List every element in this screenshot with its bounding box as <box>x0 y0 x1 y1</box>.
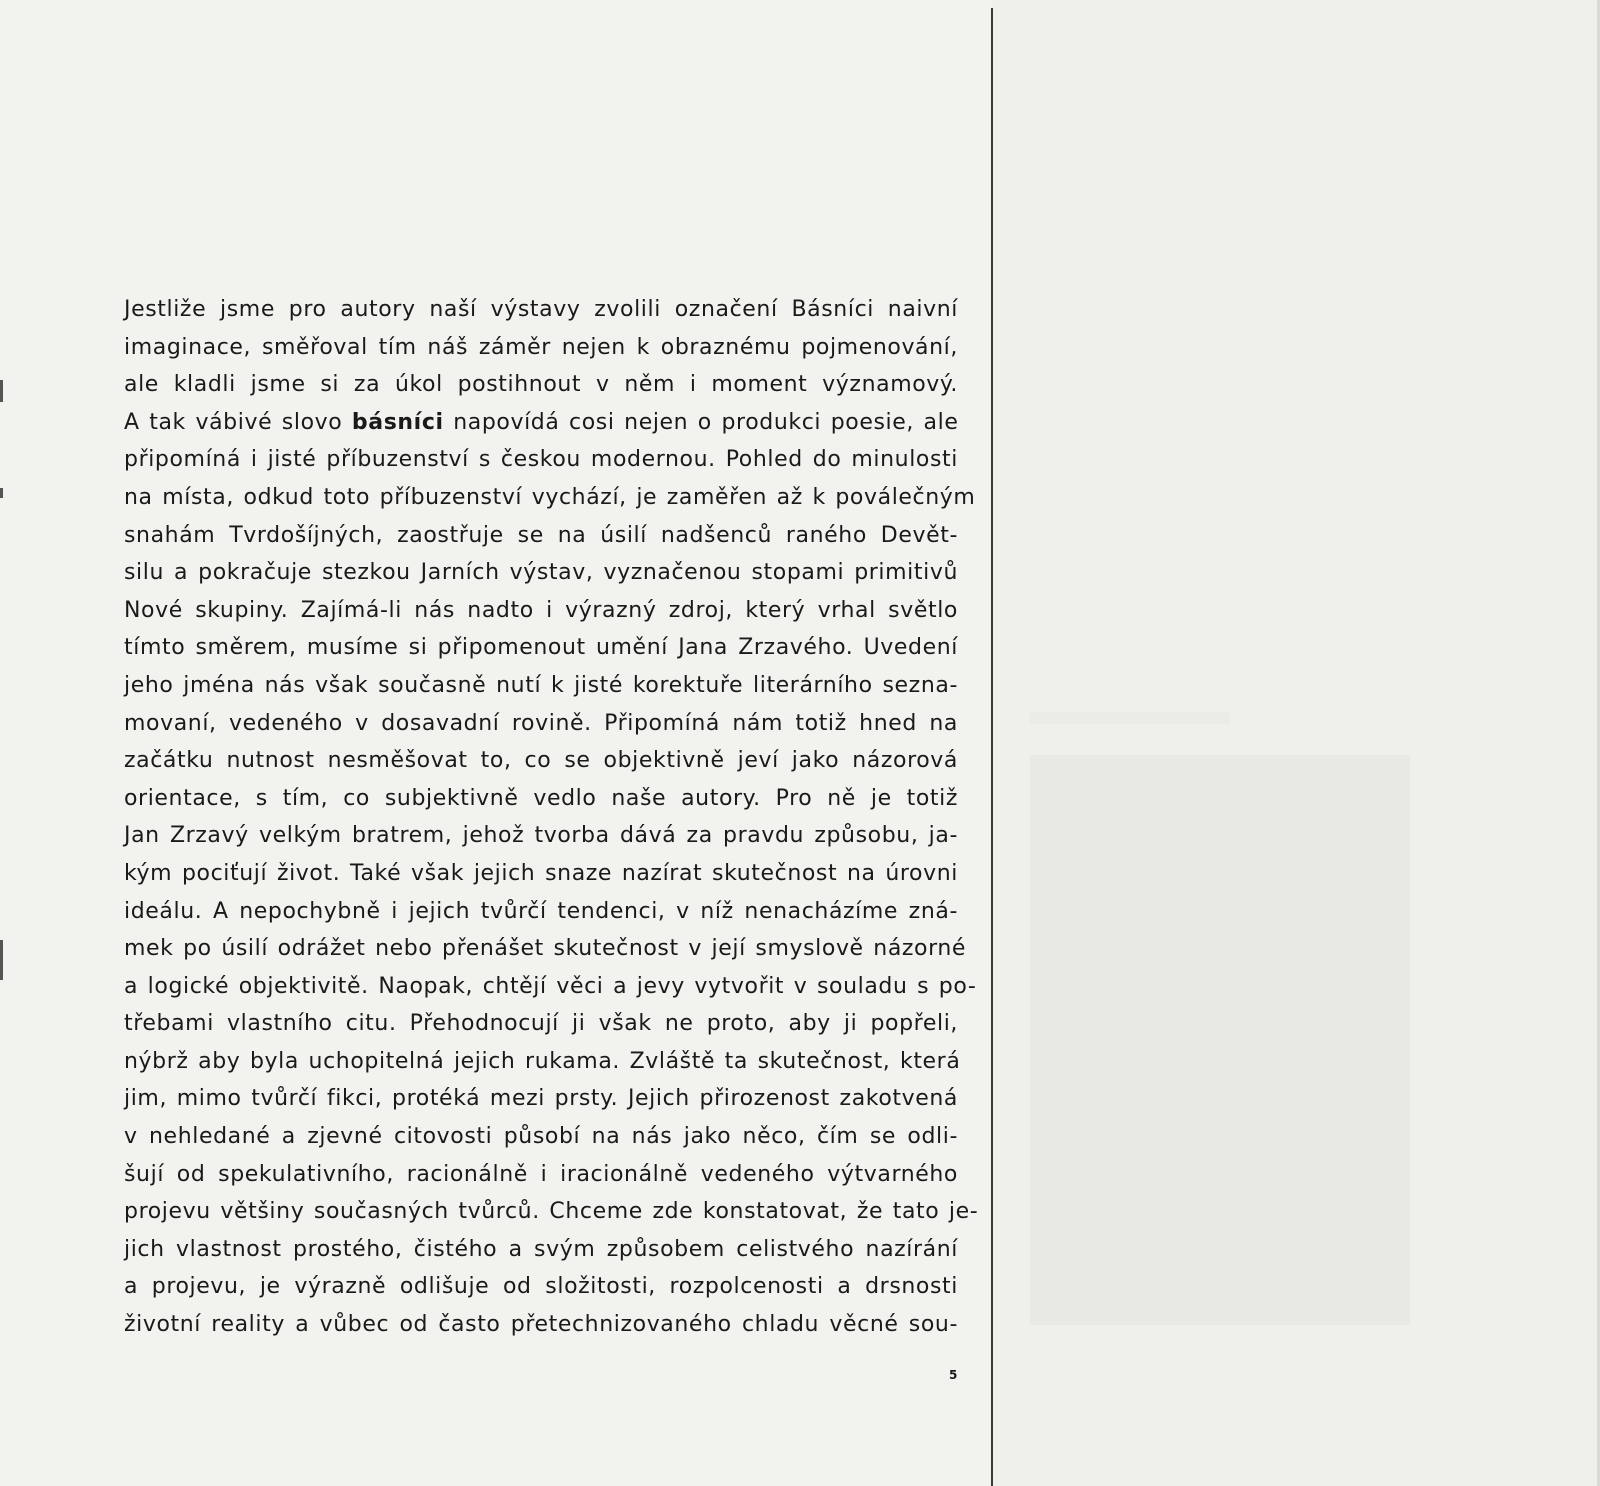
edge-mark <box>0 488 3 498</box>
text-line: Nové skupiny. Zajímá-li nás nadto i výrazný zdroj, který vrhal světlo <box>124 597 958 623</box>
text-line: projevu většiny současných tvůrců. Chceme zde konstatovat, že tato je- <box>124 1199 979 1225</box>
page-number: 5 <box>949 1368 958 1382</box>
text-line: životní reality a vůbec od často přetechnizovaného chladu věcné sou- <box>124 1312 958 1338</box>
text-line: jich vlastnost prostého, čistého a svým způsobem celistvého nazírání <box>124 1236 958 1262</box>
edge-mark <box>0 940 3 980</box>
text-line: na místa, odkud toto příbuzenství vychází, je zaměřen až k poválečným <box>124 484 976 510</box>
show-through-caption <box>1030 712 1230 724</box>
text-line: nýbrž aby byla uchopitelná jejich rukama. Zvláště ta skutečnost, která <box>124 1048 961 1074</box>
text-line: jim, mimo tvůrčí fikci, protéká mezi prsty. Jejich přirozenost zakotvená <box>124 1086 958 1112</box>
text-line: orientace, s tím, co subjektivně vedlo naše autory. Pro ně je totiž <box>124 785 958 811</box>
page-gutter <box>991 8 993 1486</box>
show-through-image <box>1030 755 1410 1325</box>
bold-word: básníci <box>351 409 444 435</box>
text-line: začátku nutnost nesměšovat to, co se objektivně jeví jako názorová <box>124 748 958 774</box>
text-line: jeho jména nás však současně nutí k jisté korektuře literárního sezna- <box>124 672 958 698</box>
text-line: imaginace, směřoval tím náš záměr nejen k obraznému pojmenování, <box>124 334 958 360</box>
text-segment: napovídá cosi nejen o produkci poesie, ale <box>443 409 959 435</box>
text-line: ale kladli jsme si za úkol postihnout v něm i moment významový. <box>124 372 958 398</box>
body-text <box>124 291 979 1344</box>
text-line <box>124 404 958 442</box>
text-line: mek po úsilí odrážet nebo přenášet skutečnost v její smyslově názorné <box>124 936 967 962</box>
text-line: ideálu. A nepochybně i jejich tvůrčí tendenci, v níž nenacházíme zná- <box>124 898 958 924</box>
edge-mark <box>0 380 3 402</box>
text-line: kým pociťují život. Také však jejich snaze nazírat skutečnost na úrovni <box>124 860 958 886</box>
text-line: Jestliže jsme pro autory naší výstavy zvolili označení Básníci naivní <box>124 297 958 322</box>
text-line: šují od spekulativního, racionálně i iracionálně vedeného výtvarného <box>124 1161 958 1187</box>
text-line: Jan Zrzavý velkým bratrem, jehož tvorba dává za pravdu způsobu, ja- <box>124 823 958 849</box>
text-segment: A tak vábivé slovo <box>124 409 352 435</box>
text-line: silu a pokračuje stezkou Jarních výstav, vyznačenou stopami primitivů <box>124 560 958 586</box>
text-line: připomíná i jisté příbuzenství s českou modernou. Pohled do minulosti <box>124 447 958 473</box>
text-line: snahám Tvrdošíjných, zaostřuje se na úsilí nadšenců raného Devět- <box>124 522 958 548</box>
text-line: třebami vlastního citu. Přehodnocují ji však ne proto, aby ji popřeli, <box>124 1011 958 1037</box>
text-line: movaní, vedeného v dosavadní rovině. Připomíná nám totiž hned na <box>124 710 958 736</box>
text-line: a logické objektivitě. Naopak, chtějí věci a jevy vytvořit v souladu s po- <box>124 973 977 999</box>
text-line: tímto směrem, musíme si připomenout umění Jana Zrzavého. Uvedení <box>124 635 958 661</box>
text-line: v nehledané a zjevné citovosti působí na nás jako něco, čím se odli- <box>124 1124 958 1150</box>
text-line: a projevu, je výrazně odlišuje od složitosti, rozpolcenosti a drsnosti <box>124 1274 958 1300</box>
